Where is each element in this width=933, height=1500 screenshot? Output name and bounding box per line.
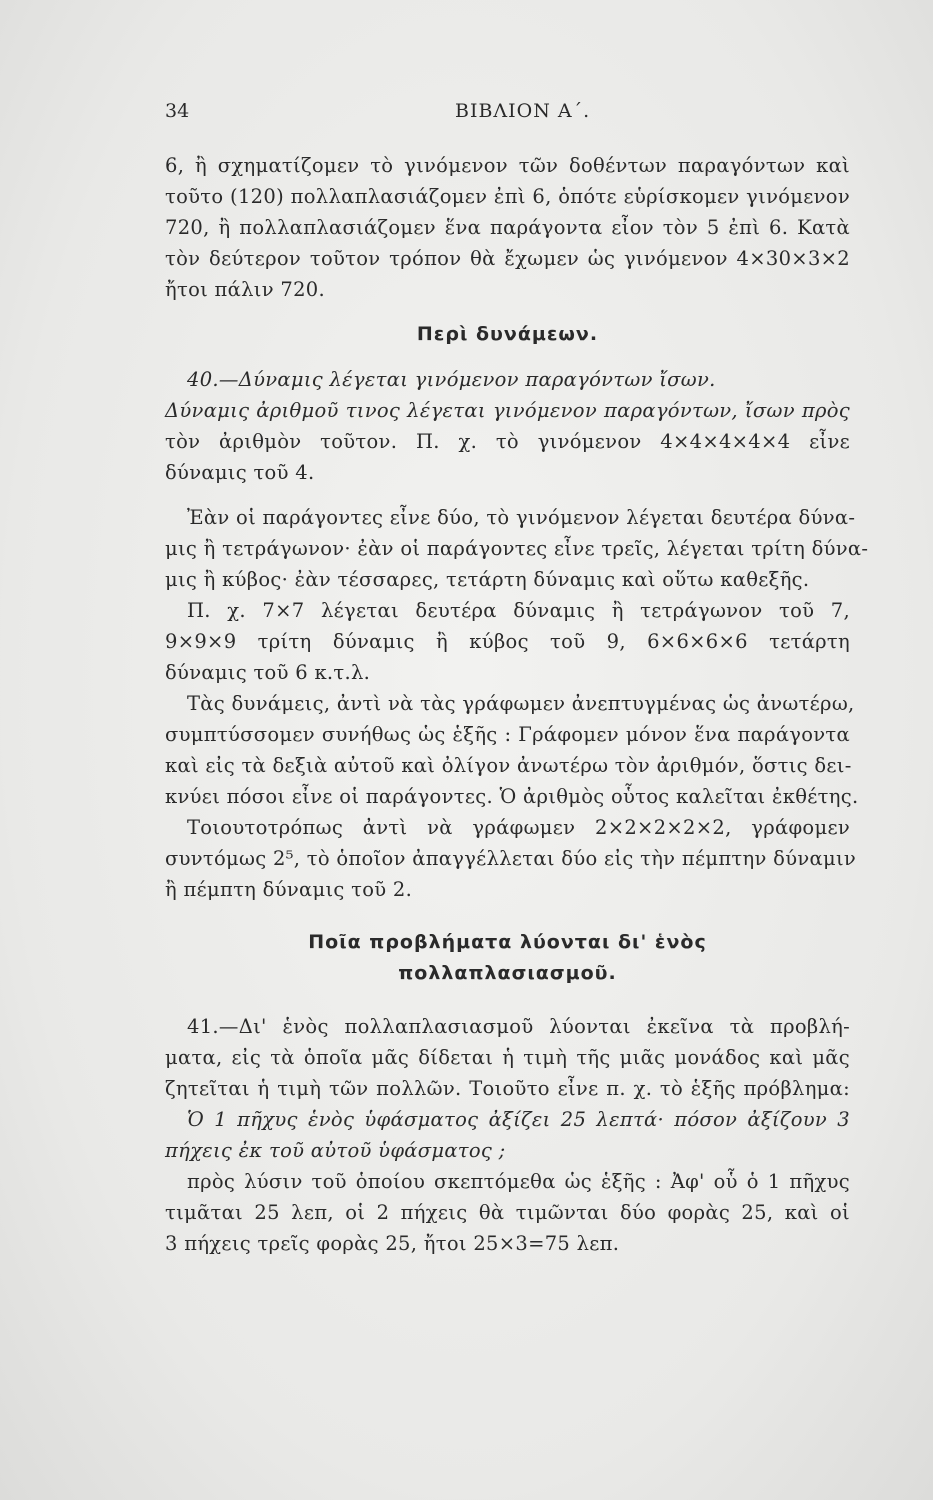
text-line: δύναμις τοῦ 4. [165, 461, 315, 484]
problem-line: Ὁ 1 πῆχυς ἑνὸς ὑφάσματος ἀξίζει 25 λεπτά· πόσον ἀξίζουν 3 [187, 1108, 850, 1131]
text-line: κνύει πόσοι εἶνε οἱ παράγοντες. Ὁ ἀριθμὸς οὗτος καλεῖται ἐκθέτης. [165, 785, 859, 808]
definition-line: Δύναμις ἀριθμοῦ τινος λέγεται γινόμενον παραγόντων, ἴσων πρὸς [165, 399, 850, 422]
text-line: ματα, εἰς τὰ ὁποῖα μᾶς δίδεται ἡ τιμὴ τῆς μιᾶς μονάδος καὶ μᾶς [165, 1046, 850, 1069]
text-line: μις ἢ κύβος· ἐὰν τέσσαρες, τετάρτη δύναμις καὶ οὕτω καθεξῆς. [165, 568, 810, 591]
text-line: τὸν δεύτερον τοῦτον τρόπον θὰ ἔχωμεν ὡς γινόμενον 4×30×3×2 [165, 247, 850, 270]
text-line: 720, ἢ πολλαπλασιάζομεν ἕνα παράγοντα εἶον τὸν 5 ἐπὶ 6. Κατὰ [165, 216, 850, 239]
text-line: Π. χ. 7×7 λέγεται δευτέρα δύναμις ἢ τετράγωνον τοῦ 7, [187, 599, 850, 622]
text-line: Τοιουτοτρόπως ἀντὶ νὰ γράφωμεν 2×2×2×2×2, γράφομεν [187, 816, 850, 839]
running-title: ΒΙΒΛΙΟΝ Α΄. [455, 100, 591, 122]
section-heading-problems: Ποῖα προβλήματα λύονται δι' ἑνὸς [308, 931, 707, 953]
text-line: τὸν ἀριθμὸν τοῦτον. Π. χ. τὸ γινόμενον 4×4×4×4×4 εἶνε [165, 430, 850, 453]
problem-line: πήχεις ἐκ τοῦ αὐτοῦ ὑφάσματος ; [165, 1139, 506, 1162]
paragraph-41-line: 41.—Δι' ἑνὸς πολλαπλασιασμοῦ λύονται ἐκεῖνα τὰ προβλή- [187, 1015, 850, 1038]
text-line: ἢ πέμπτη δύναμις τοῦ 2. [165, 878, 413, 901]
page-number: 34 [165, 100, 190, 122]
text-line: Ἐὰν οἱ παράγοντες εἶνε δύο, τὸ γινόμενον λέγεται δευτέρα δύνα- [187, 506, 856, 529]
text-line: συντόμως 2⁵, τὸ ὁποῖον ἀπαγγέλλεται δύο εἰς τὴν πέμπτην δύναμιν [165, 847, 857, 870]
text-line: καὶ εἰς τὰ δεξιὰ αὐτοῦ καὶ ὀλίγον ἀνωτέρω τὸν ἀριθμόν, ὅστις δει- [165, 754, 852, 777]
text-line: 9×9×9 τρίτη δύναμις ἢ κύβος τοῦ 9, 6×6×6×6 τετάρτη [165, 630, 850, 653]
text-line: ἤτοι πάλιν 720. [165, 278, 326, 301]
section-heading-problems-cont: πολλαπλασιασμοῦ. [398, 962, 617, 984]
text-line: τοῦτο (120) πολλαπλασιάζομεν ἐπὶ 6, ὁπότε εὑρίσκομεν γινόμενον [165, 185, 850, 208]
text-line: δύναμις τοῦ 6 κ.τ.λ. [165, 661, 371, 684]
text-line: μις ἢ τετράγωνον· ἐὰν οἱ παράγοντες εἶνε τρεῖς, λέγεται τρίτη δύνα- [165, 537, 869, 560]
text-line: συμπτύσσομεν συνήθως ὡς ἑξῆς : Γράφομεν μόνον ἕνα παράγοντα [165, 723, 850, 746]
text-line: Τὰς δυνάμεις, ἀντὶ νὰ τὰς γράφωμεν ἀνεπτυγμένας ὡς ἀνωτέρω, [187, 692, 855, 715]
page-header [165, 100, 845, 130]
paragraph-40-heading: 40.—Δύναμις λέγεται γινόμενον παραγόντων ἴσων. [187, 368, 716, 391]
text-line: 3 πήχεις τρεῖς φορὰς 25, ἤτοι 25×3=75 λεπ. [165, 1232, 620, 1255]
section-heading-powers: Περὶ δυνάμεων. [416, 323, 599, 345]
body-text [165, 150, 869, 1259]
text-line: πρὸς λύσιν τοῦ ὁποίου σκεπτόμεθα ὡς ἑξῆς : Ἀφ' οὗ ὁ 1 πῆχυς [187, 1170, 850, 1193]
text-line: ζητεῖται ἡ τιμὴ τῶν πολλῶν. Τοιοῦτο εἶνε π. χ. τὸ ἑξῆς πρόβλημα: [165, 1077, 850, 1100]
text-line: τιμᾶται 25 λεπ, οἱ 2 πήχεις θὰ τιμῶνται δύο φορὰς 25, καὶ οἱ [165, 1201, 850, 1224]
text-line: 6, ἢ σχηματίζομεν τὸ γινόμενον τῶν δοθέντων παραγόντων καὶ [165, 154, 850, 177]
